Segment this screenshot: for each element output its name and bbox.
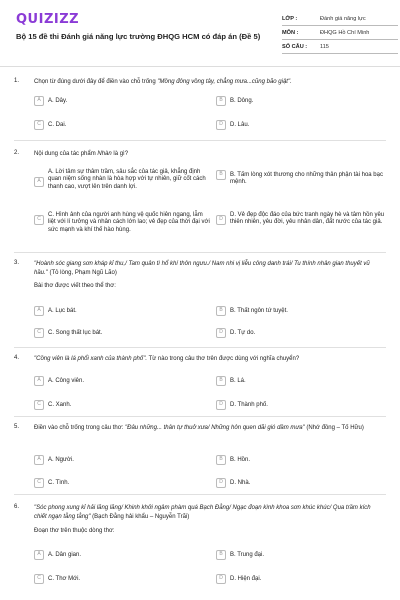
question-text: Nội dung của tác phẩm Nhàn là gì?: [34, 151, 129, 157]
option-c[interactable]: C C. Tình.: [34, 478, 204, 488]
option-letter-box: A: [34, 376, 44, 386]
option-d[interactable]: D D. Vẻ đẹp độc đáo của bức tranh ngày hè và tâm hồn yêu thiên nhiên, yêu đời, yêu nhân dân, đất nước của tác giả.: [216, 210, 386, 227]
meta-table: [282, 12, 398, 54]
option-letter-box: B: [216, 455, 226, 465]
option-letter-box: B: [216, 170, 226, 180]
option-letter-box: D: [216, 478, 226, 488]
option-letter-box: D: [216, 120, 226, 130]
question-separator: [14, 140, 386, 141]
question-separator: [14, 252, 386, 253]
option-c[interactable]: C C. Song thất lục bát.: [34, 328, 204, 338]
question-number: 4.: [14, 355, 20, 361]
meta-key: LỚP :: [282, 15, 298, 22]
option-letter-box: B: [216, 376, 226, 386]
option-letter-box: A: [34, 550, 44, 560]
question-4: [14, 355, 386, 425]
option-c[interactable]: C C. Hình ảnh của người anh hùng vệ quốc hiên ngang, lẫm liệt với lí tưởng và nhân cách lớn lao; vẻ đẹp của thời đại với sức mạnh và khí thế hào hùng.: [34, 210, 210, 234]
option-b[interactable]: B B. Trung đại.: [216, 550, 386, 560]
meta-value: 115: [320, 43, 329, 50]
document-header: [14, 10, 386, 62]
option-letter-box: D: [216, 400, 226, 410]
meta-value: ĐHQG Hồ Chí Minh: [320, 29, 370, 36]
option-letter-box: A: [34, 455, 44, 465]
question-number: 6.: [14, 504, 20, 510]
question-number: 3.: [14, 260, 20, 266]
option-b[interactable]: B B. Tấm lòng xót thương cho những thân phận tài hoa bạc mệnh.: [216, 170, 386, 187]
question-text: Điền vào chỗ trống trong câu thơ: "Đâu những... thân tự thuở xưa/ Những hôn quen dãi gió dầm mưa" (Nhớ đồng – Tố Hữu): [34, 425, 364, 431]
option-d[interactable]: D D. Thành phố.: [216, 400, 386, 410]
question-subtext: Bài thơ được viết theo thể thơ:: [34, 283, 116, 289]
question-number: 5.: [14, 424, 20, 430]
question-text: "Cồng viên là lá phổi xanh của thành phố". Từ nào trong câu thơ trên được dùng với nghĩa chuyển?: [34, 356, 300, 362]
meta-row-subject: [282, 26, 398, 40]
option-a[interactable]: A A. Dân gian.: [34, 550, 204, 560]
option-c[interactable]: C C. Dai.: [34, 120, 204, 130]
meta-key: MÔN :: [282, 29, 299, 36]
option-letter-box: D: [216, 574, 226, 584]
option-a[interactable]: A A. Lời tâm sự thâm trầm, sâu sắc của tác giả, khẳng định quan niệm sống nhàn là hòa hợp với tự nhiên, giữ cốt cách thanh cao, vượt lên trên danh lợi.: [34, 167, 210, 191]
option-letter-box: C: [34, 120, 44, 130]
question-separator: [14, 347, 386, 348]
option-letter-box: A: [34, 306, 44, 316]
question-6: [14, 504, 386, 594]
option-letter-box: C: [34, 328, 44, 338]
option-b[interactable]: B B. Lá.: [216, 376, 386, 386]
option-letter-box: C: [34, 574, 44, 584]
option-letter-box: C: [34, 400, 44, 410]
option-c[interactable]: C C. Xanh.: [34, 400, 204, 410]
option-letter-box: C: [34, 215, 44, 225]
meta-value: Đánh giá năng lực: [320, 15, 366, 22]
option-c[interactable]: C C. Thơ Mới.: [34, 574, 204, 584]
option-letter-box: B: [216, 550, 226, 560]
option-letter-box: D: [216, 215, 226, 225]
meta-row-class: [282, 12, 398, 26]
option-b[interactable]: B B. Thất ngôn tứ tuyệt.: [216, 306, 386, 316]
quizizz-logo: QUIZIZZ: [16, 12, 80, 27]
option-b[interactable]: B B. Dông.: [216, 96, 386, 106]
option-letter-box: A: [34, 96, 44, 106]
question-number: 2.: [14, 150, 20, 156]
option-letter-box: A: [34, 177, 44, 187]
option-a[interactable]: A A. Người.: [34, 455, 204, 465]
question-number: 1.: [14, 78, 20, 84]
question-separator: [14, 494, 386, 495]
option-letter-box: C: [34, 478, 44, 488]
option-letter-box: B: [216, 96, 226, 106]
option-letter-box: B: [216, 306, 226, 316]
option-a[interactable]: A A. Công viên.: [34, 376, 204, 386]
meta-key: SỐ CÂU :: [282, 43, 308, 50]
question-text: "Hoành sóc giang sơn kháp kỉ thu,/ Tam quân tì hổ khí thôn ngưu./ Nam nhi vị liễu công danh trái/ Tu thính nhân gian thuyết vũ hầu." (Tỏ lòng, Phạm Ngũ Lão): [34, 261, 370, 276]
question-1: [14, 78, 386, 138]
question-text: Chọn từ đúng dưới đây để điền vào chỗ trống "Mồng đông vồng tây, chẳng mưa...cũng bão giật".: [34, 79, 292, 85]
question-subtext: Đoạn thơ trên thuộc dòng thơ:: [34, 528, 115, 534]
option-d[interactable]: D D. Nhà.: [216, 478, 386, 488]
page-title: Bộ 15 đề thi Đánh giá năng lực trường ĐHQG HCM có đáp án (Đề 5): [16, 32, 261, 41]
question-3: [14, 260, 386, 345]
question-text: "Sóc phong xung kỉ hải lăng lăng/ Khinh khởi ngâm phàm quá Bạch Đằng/ Ngạc đoạn kình khoa sơn khúc khúc/ Qua trầm kích chiết ngạn tằng tằng" (Bạch Đằng hải khẩu – Nguyễn Trãi): [34, 505, 371, 520]
meta-row-count: [282, 40, 398, 54]
option-a[interactable]: A A. Lục bát.: [34, 306, 204, 316]
option-a[interactable]: A A. Dây.: [34, 96, 204, 106]
option-d[interactable]: D D. Tự do.: [216, 328, 386, 338]
question-2: [14, 150, 386, 250]
option-letter-box: D: [216, 328, 226, 338]
question-separator: [14, 416, 386, 417]
option-d[interactable]: D D. Hiện đại.: [216, 574, 386, 584]
question-5: [14, 424, 386, 499]
option-d[interactable]: D D. Lâu.: [216, 120, 386, 130]
header-divider: [0, 66, 400, 67]
option-b[interactable]: B B. Hồn.: [216, 455, 386, 465]
